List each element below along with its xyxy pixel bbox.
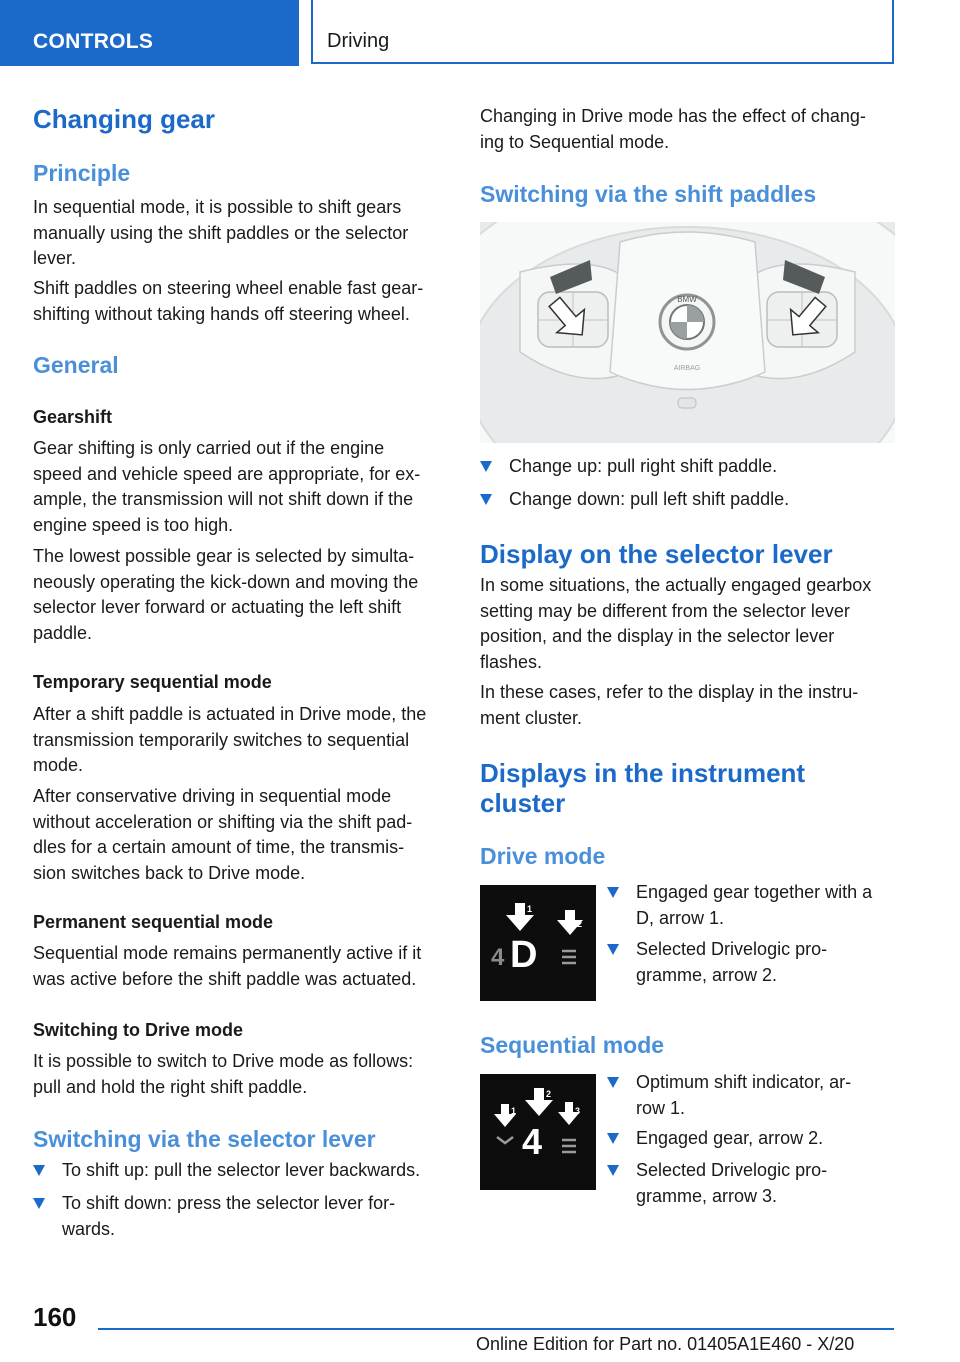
triangle-bullet-icon: [33, 1165, 45, 1176]
header-section-tab: [0, 0, 299, 66]
heading-selector-lever: Switching via the selector lever: [33, 1126, 376, 1152]
paragraph-switching-drive: It is possible to switch to Drive mode as follows: pull and hold the right shift paddle.: [33, 1051, 414, 1097]
paragraph-gearshift-1: Gear shifting is only carried out if the engine speed and vehicle speed are appropriate, for ex- ample, the transmission will not shift down if the engine speed is too high.: [33, 438, 421, 535]
paragraph-intro: Changing in Drive mode has the effect of chang- ing to Sequential mode.: [480, 106, 866, 152]
paragraph-display-1: In some situations, the actually engaged gearbox setting may be different from the selector lever position, and the display in the selector lever flashes.: [480, 575, 872, 672]
triangle-bullet-icon: [607, 887, 619, 898]
triangle-bullet-icon: [480, 461, 492, 472]
footer-divider: [98, 1328, 894, 1330]
heading-gearshift: Gearshift: [33, 407, 113, 427]
paragraph-principle-2: Shift paddles on steering wheel enable fast gear- shifting without taking hands off steering wheel.: [33, 278, 424, 324]
list-item: To shift down: press the selector lever for- wards.: [33, 1191, 451, 1243]
paragraph-principle-1: In sequential mode, it is possible to shift gears manually using the shift paddles or the selector lever.: [33, 197, 409, 268]
wheel-logo-text: BMW: [677, 295, 697, 304]
triangle-bullet-icon: [607, 1077, 619, 1088]
seq-gear-number: 4: [522, 1121, 543, 1162]
heading-general: General: [33, 352, 119, 378]
heading-sequential-mode: Sequential mode: [480, 1032, 665, 1058]
seq-arrow-label-1: 1: [511, 1106, 517, 1116]
sequential-mode-display: [480, 1074, 596, 1190]
drive-mode-display: [480, 885, 596, 1001]
seq-arrow-label-2: 2: [546, 1089, 552, 1099]
paragraph-gearshift-2: The lowest possible gear is selected by simulta- neously operating the kick-down and moving the selector lever forward or actuating the left shift paddle.: [33, 546, 419, 643]
header-chapter-box: [311, 0, 894, 64]
heading-permanent-sequential: Permanent sequential mode: [33, 912, 274, 932]
heading-temporary-sequential: Temporary sequential mode: [33, 672, 272, 692]
paragraph-temporary-2: After conservative driving in sequential mode without acceleration or shifting via the shift pad- dles for a certain amount of time, the transmis- sion switches back to Drive mode.: [33, 786, 413, 883]
header-section-label: CONTROLS: [33, 30, 154, 53]
drive-arrow-label-1: 1: [527, 904, 533, 914]
heading-shift-paddles: Switching via the shift paddles: [480, 181, 817, 207]
heading-display-selector: Display on the selector lever: [480, 539, 833, 569]
header-chapter-label: Driving: [327, 30, 390, 52]
list-item: Optimum shift indicator, ar- row 1.: [607, 1070, 895, 1122]
paragraph-temporary-1: After a shift paddle is actuated in Drive mode, the transmission temporarily switches to sequential mode.: [33, 704, 427, 775]
list-item: Engaged gear together with a D, arrow 1.: [607, 880, 895, 932]
paragraph-permanent: Sequential mode remains permanently active if it was active before the shift paddle was actuated.: [33, 943, 422, 989]
sequential-mode-icon: [480, 1074, 596, 1190]
heading-instrument-cluster: Displays in the instrument cluster: [480, 758, 806, 818]
paragraph-display-2: In these cases, refer to the display in the instru- ment cluster.: [480, 682, 859, 728]
triangle-bullet-icon: [607, 1133, 619, 1144]
drive-mode-letter: D: [510, 934, 538, 976]
list-item: Selected Drivelogic pro- gramme, arrow 3.: [607, 1158, 895, 1210]
drive-arrow-label-2: 2: [577, 919, 583, 929]
heading-principle: Principle: [33, 160, 131, 186]
drive-gear-number: 4: [491, 944, 505, 971]
triangle-bullet-icon: [607, 944, 619, 955]
page-number: 160: [33, 1302, 77, 1332]
heading-drive-mode: Drive mode: [480, 843, 606, 869]
triangle-bullet-icon: [607, 1165, 619, 1176]
heading-switching-drive: Switching to Drive mode: [33, 1020, 244, 1040]
triangle-bullet-icon: [480, 494, 492, 505]
footer-edition: Online Edition for Part no. 01405A1E460 - X/20: [476, 1334, 855, 1354]
wheel-airbag-text: AIRBAG: [673, 365, 701, 372]
steering-wheel-illustration: [480, 222, 895, 443]
drive-mode-icon: [480, 885, 596, 1001]
list-item: Selected Drivelogic pro- gramme, arrow 2.: [607, 937, 895, 989]
page-title: Changing gear: [33, 104, 216, 134]
seq-arrow-label-3: 3: [575, 1106, 581, 1116]
steering-wheel-icon: [480, 222, 895, 443]
triangle-bullet-icon: [33, 1198, 45, 1209]
